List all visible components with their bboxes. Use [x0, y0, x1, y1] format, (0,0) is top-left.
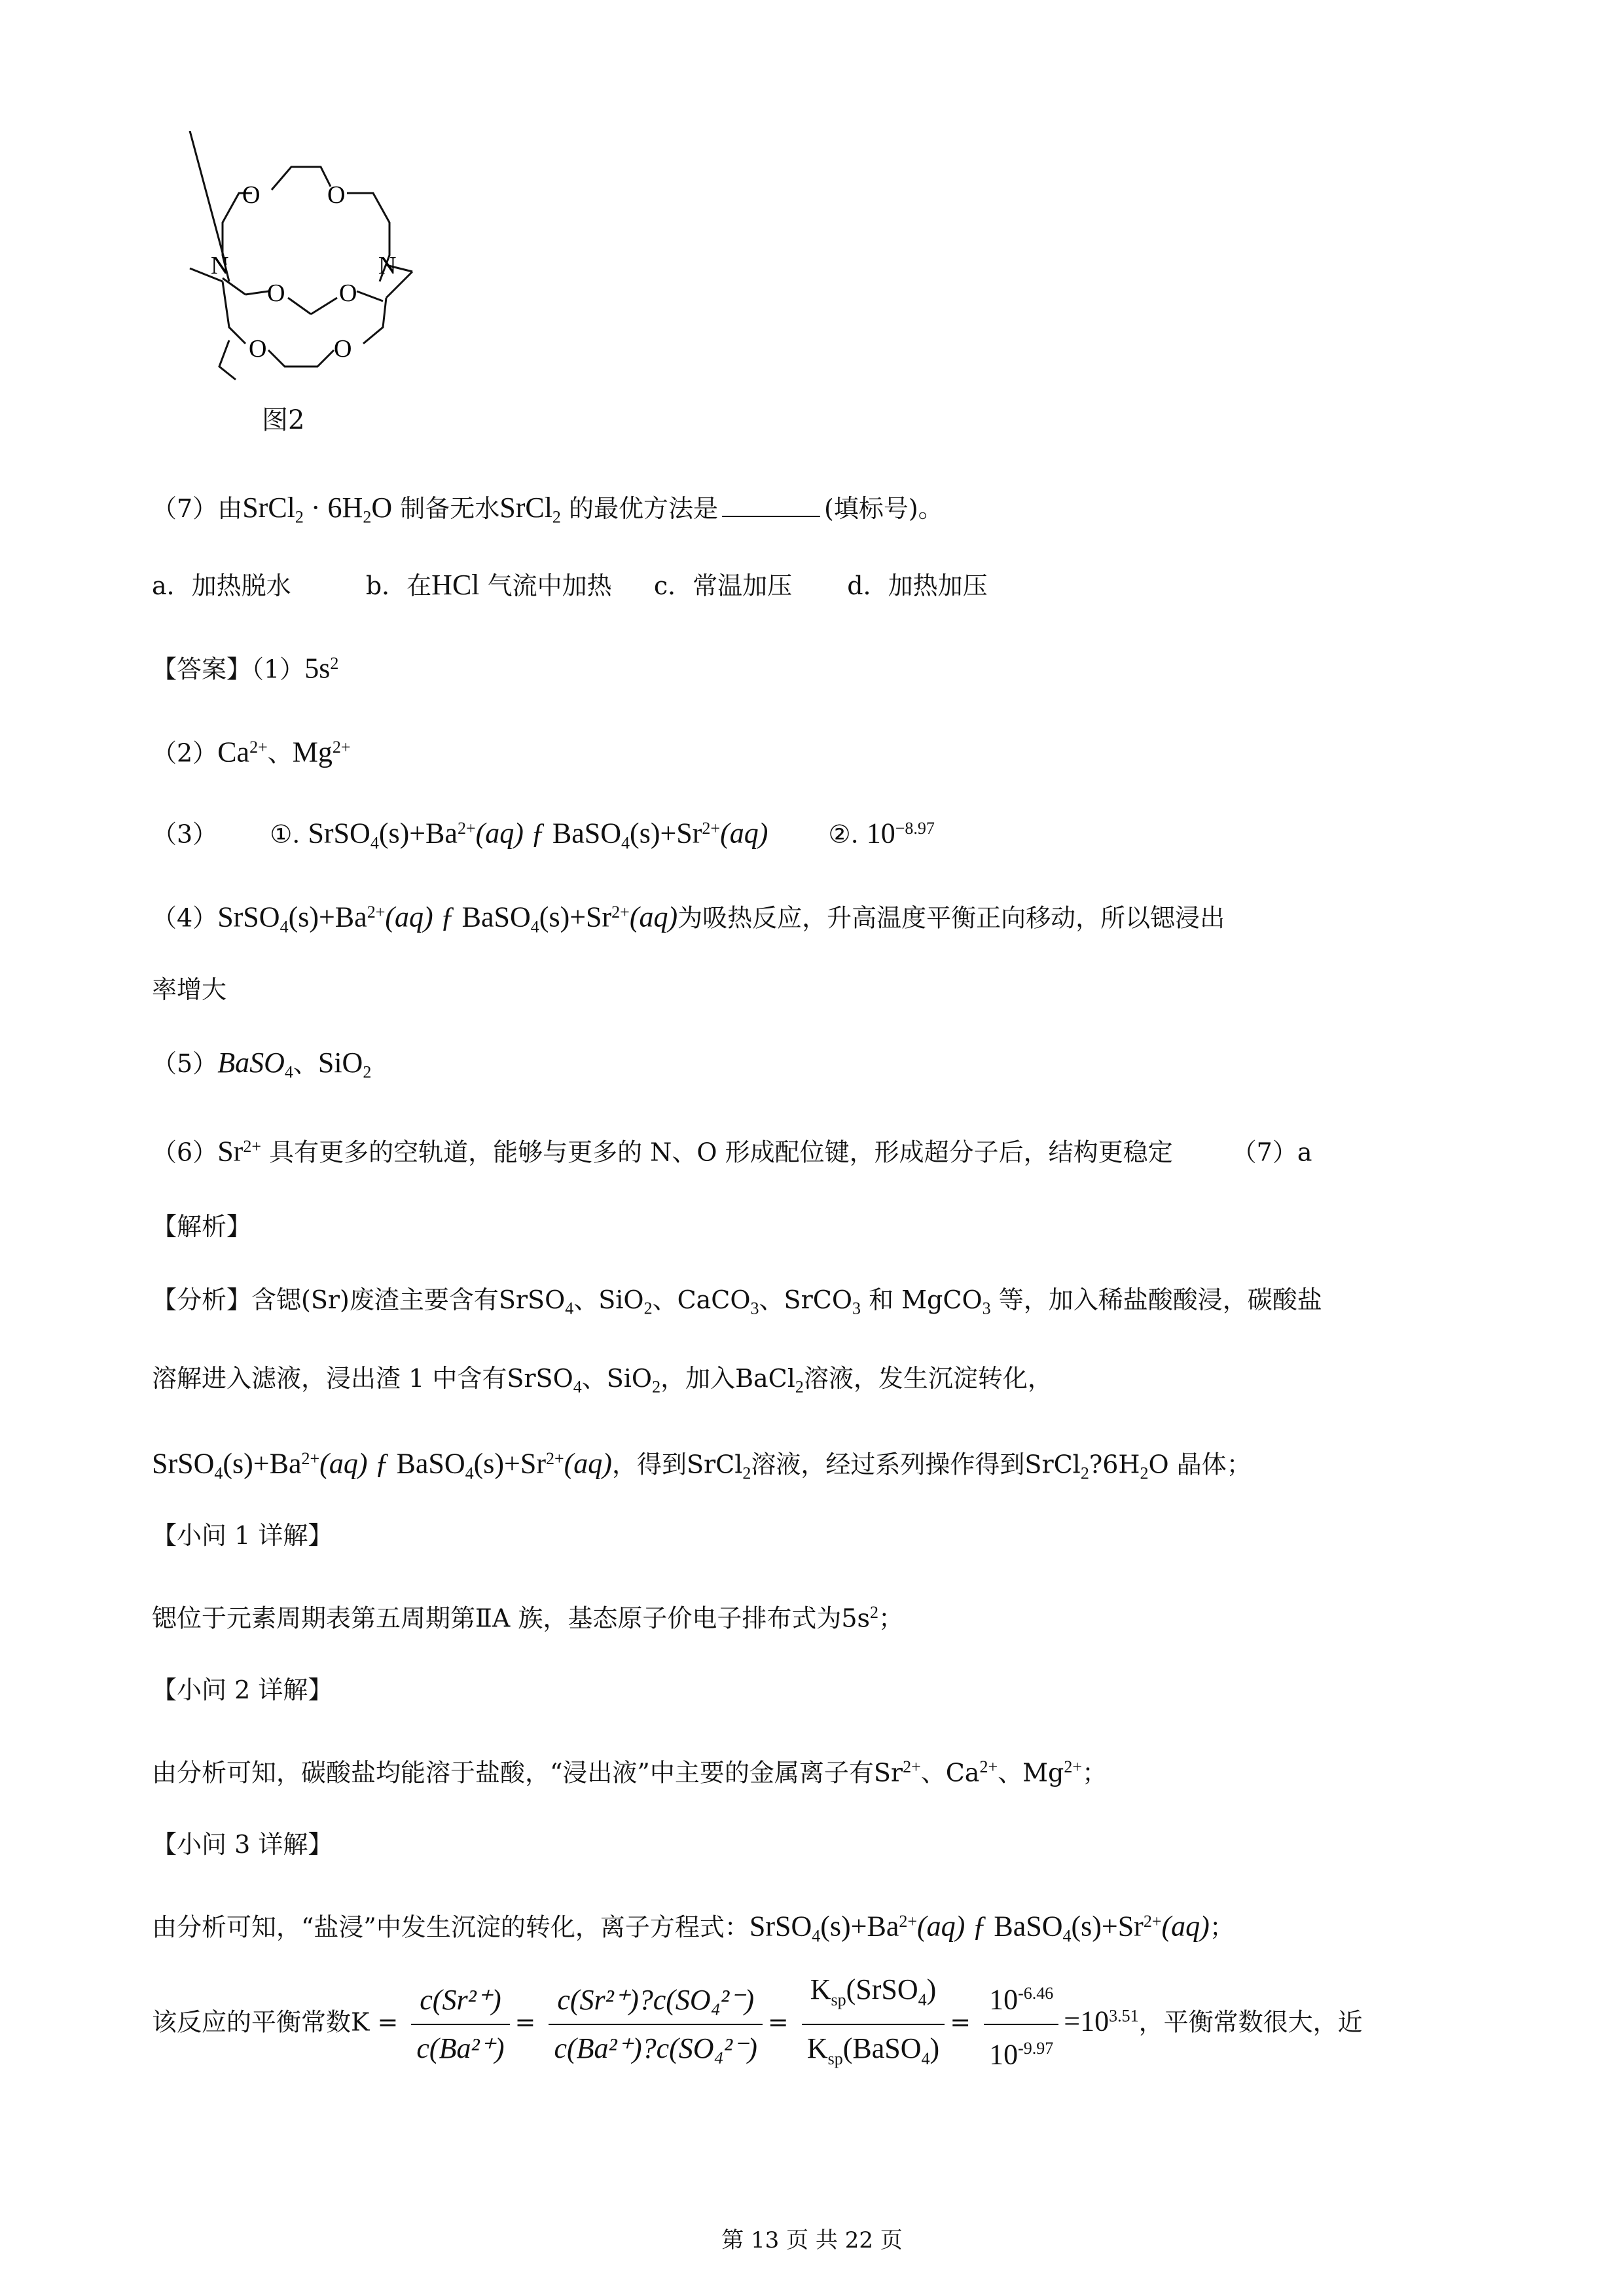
oxygen-atom: O [267, 279, 285, 307]
option-d: d．加热加压 [847, 571, 988, 600]
option-b: b．在HCl 气流中加热 [365, 569, 612, 601]
option-c: c．常温加压 [653, 571, 793, 600]
answer-4: $(4)SrSO_4(s)+Ba^{2+}(aq)$ ƒ $BaSO_4(s)+Sr^{2+}(aq)$为吸热反应，升高温度平衡正向移动，所以锶浸出 [152, 901, 1225, 937]
analysis-p1: 【分析】含锶(Sr)废渣主要含有SrSO$_4$、SiO$_2$、CaCO$_3$、SrCO$_3$ 和 MgCO$_3$ 等，加入稀盐酸酸浸，碳酸盐 [152, 1285, 1322, 1318]
figure-caption: 图2 [262, 405, 305, 435]
analysis-p3: $SrSO_4(s)+Ba^{2+}(aq)$ ƒ $BaSO_4(s)+Sr^{2+}(aq)$，得到SrCl$_2$溶液，经过系列操作得到$SrCl_2?6H_2O$ 晶体； [152, 1447, 1252, 1483]
question-7: （7）由SrCl$_2$ · $6H_2O$ 制备无水SrCl$_2$ 的最优方法是 (填标号)。 [152, 492, 943, 527]
section-1-heading: 【小问 1 详解】 [152, 1521, 333, 1550]
oxygen-atom: O [327, 181, 346, 209]
section-3-heading: 【小问 3 详解】 [152, 1830, 333, 1859]
equilibrium-constant: 该反应的平衡常数K = $\frac{\text{c(Sr²⁺)}}{\text{c(Ba²⁺)}}$ = $\frac{\text{c(Sr²⁺)?c(SO₄²⁻)}}{\text{c(Ba²⁺)?c(SO₄²⁻)}}$ = $\frac{K_{sp}(SrSO_4)}{K_{sp}(BaSO_4)}$ = $\frac{10^{-6.46}}{10^{-9.97}}$ $=10^{3.51}$，平衡常数很大，近 [152, 1970, 1363, 2079]
section-2-heading: 【小问 2 详解】 [152, 1676, 333, 1704]
section-3-text: 由分析可知，“盐浸”中发生沉淀的转化，离子方程式：$SrSO_4(s)+Ba^{2+}(aq)$ ƒ $BaSO_4(s)+Sr^{2+}(aq)$； [152, 1910, 1235, 1946]
answer-2: $(2)Ca^{2+}$、$Mg^{2+}$ [152, 736, 351, 768]
option-a: a．加热脱水 [152, 571, 291, 600]
analysis-p2: 溶解进入滤液，浸出渣 1 中含有SrSO$_4$、SiO$_2$，加入BaCl$_2$溶液，发生沉淀转化， [152, 1364, 1053, 1397]
answer-blank [722, 493, 820, 517]
section-1-text: 锶位于元素周期表第五周期第ⅡA 族，基态原子价电子排布式为$5s^2$； [152, 1603, 904, 1633]
nitrogen-atom: N [211, 252, 229, 279]
analysis-label: 【解析】 [152, 1212, 252, 1241]
cryptand-structure-figure [131, 131, 471, 406]
oxygen-atom: O [242, 181, 261, 209]
section-2-text: 由分析可知，碳酸盐均能溶于盐酸，“浸出液”中主要的金属离子有$Sr^{2+}$、$Ca^{2+}$、$Mg^{2+}$； [152, 1757, 1108, 1787]
answer-5: （5）BaSO$_4$、SiO$_2$ [152, 1047, 372, 1082]
answer-6-7: $(6)Sr^{2+}$ 具有更多的空轨道，能够与更多的 N、O 形成配位键，形成超分子后，结构更稳定 （7）a [152, 1135, 1312, 1168]
answer-1: 【答案】$(1)5s^2$ [152, 652, 339, 685]
page-footer: 第 13 页 共 22 页 [721, 2227, 903, 2253]
oxygen-atom: O [334, 335, 352, 363]
answer-3: （3） ①. $SrSO_4(s)+Ba^{2+}(aq)$ ƒ $BaSO_4(s)+Sr^{2+}(aq)$ ②. $10^{-8.97}$ [152, 817, 935, 853]
options-row [152, 569, 988, 601]
oxygen-atom: O [249, 335, 267, 363]
nitrogen-atom: N [378, 252, 397, 279]
oxygen-atom: O [339, 279, 357, 307]
answer-4-cont: 率增大 [152, 975, 227, 1004]
